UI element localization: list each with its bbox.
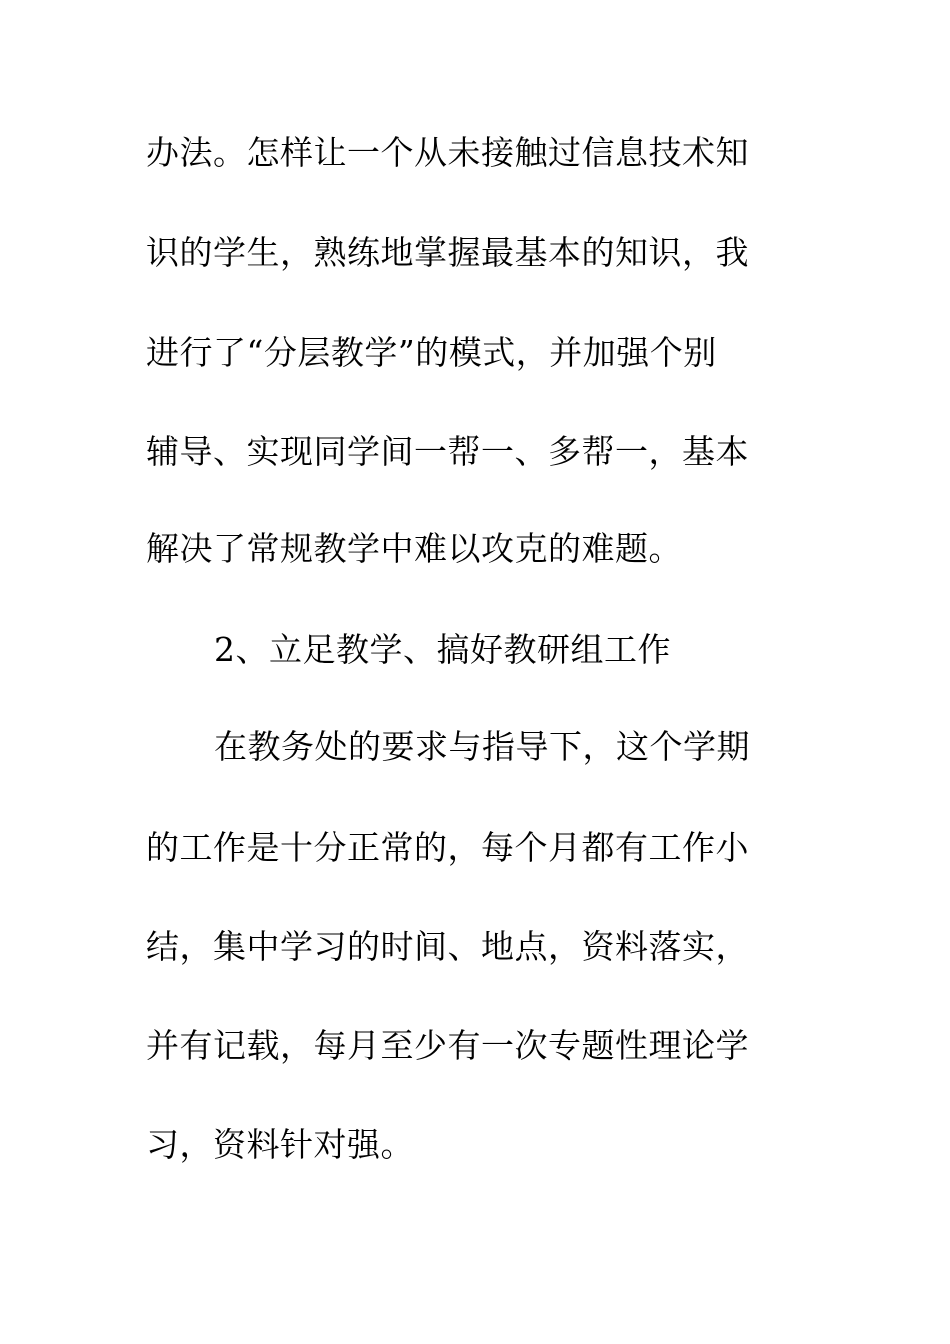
- text-line: 的工作是十分正常的，每个月都有工作小: [146, 828, 749, 867]
- text-line: 解决了常规教学中难以攻克的难题。: [146, 529, 682, 568]
- text-line: 辅导、实现同学间一帮一、多帮一，基本: [146, 432, 749, 471]
- text-line: 识的学生，熟练地掌握最基本的知识，我: [146, 233, 749, 272]
- text-line: 并有记载，每月至少有一次专题性理论学: [146, 1026, 749, 1065]
- text-line: 办法。怎样让一个从未接触过信息技术知: [146, 133, 749, 172]
- text-line: 结，集中学习的时间、地点，资料落实，: [146, 927, 749, 966]
- section-heading: 2、立足教学、搞好教研组工作: [214, 630, 671, 669]
- text-line: 进行了“分层教学”的模式，并加强个别: [146, 333, 717, 372]
- text-line: 在教务处的要求与指导下，这个学期: [214, 727, 750, 766]
- text-line: 习，资料针对强。: [146, 1125, 414, 1164]
